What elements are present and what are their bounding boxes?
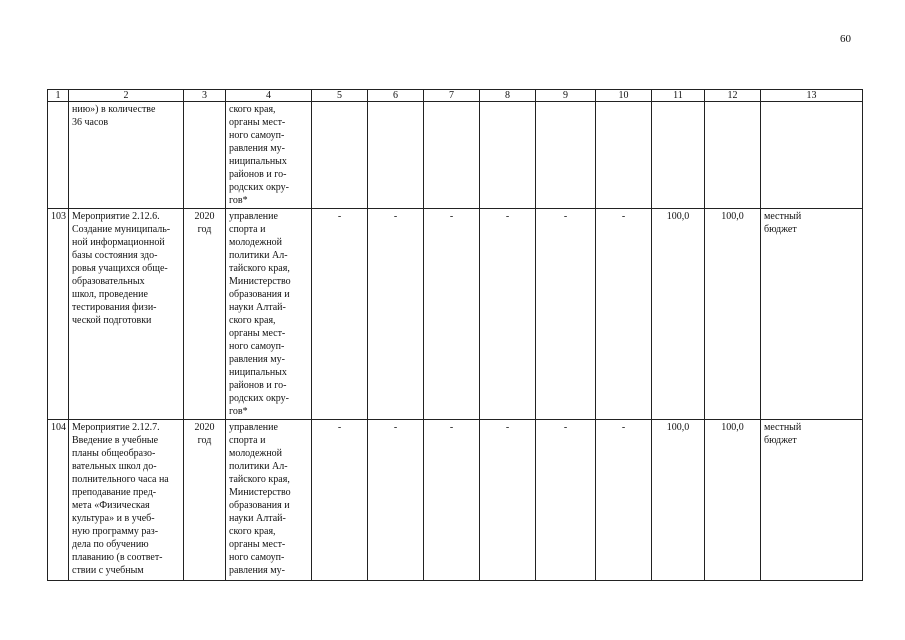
- value-cell: 100,0: [705, 209, 761, 420]
- measure-name-text: Мероприятие 2.12.7. Введение в учебные планы общеобразо- вательных школ до- полнительного часа на преподавание пред- мета «Физическая культура» и в учеб- ную программу раз- дела по обучению плаванию (в соответ- ствии с учебным: [72, 422, 169, 576]
- column-header: 2: [69, 90, 184, 102]
- value-cell: -: [424, 209, 480, 420]
- table-row: [48, 209, 863, 420]
- value-cell: -: [312, 209, 368, 420]
- value-cell: -: [368, 420, 424, 581]
- column-header: 9: [536, 90, 596, 102]
- value-cell: [368, 102, 424, 209]
- funding-source-text: местный бюджет: [764, 422, 802, 446]
- column-number-row: [48, 90, 863, 102]
- table-row: [48, 102, 863, 209]
- column-header: 4: [226, 90, 312, 102]
- value-cell: 100,0: [652, 209, 705, 420]
- funding-source-cell: [761, 102, 863, 209]
- column-header: 13: [761, 90, 863, 102]
- value-cell: -: [596, 209, 652, 420]
- year-text: 2020 год: [194, 211, 215, 235]
- value-cell: -: [536, 209, 596, 420]
- value-cell: -: [480, 420, 536, 581]
- row-number-cell: 104: [48, 420, 69, 581]
- value-cell: -: [536, 420, 596, 581]
- value-cell: 100,0: [652, 420, 705, 581]
- measure-name-text: нию») в количестве 36 часов: [72, 104, 156, 128]
- column-header: 3: [184, 90, 226, 102]
- value-cell: 100,0: [705, 420, 761, 581]
- year-text: 2020 год: [194, 422, 215, 446]
- value-cell: [705, 102, 761, 209]
- year-cell: [184, 209, 226, 420]
- value-cell: -: [596, 420, 652, 581]
- executor-text: управление спорта и молодежной политики Ал- тайского края, Министерство образования и науки Алтай- ского края, органы мест- ного самоуп- равления му- ниципальных районов и го- родских окру- гов*: [229, 211, 291, 417]
- page-number: 60: [840, 33, 851, 45]
- funding-source-cell: [761, 209, 863, 420]
- executor-cell: [226, 420, 312, 581]
- column-header: 12: [705, 90, 761, 102]
- column-header: 7: [424, 90, 480, 102]
- value-cell: -: [312, 420, 368, 581]
- value-cell: [480, 102, 536, 209]
- value-cell: -: [480, 209, 536, 420]
- value-cell: -: [368, 209, 424, 420]
- value-cell: [312, 102, 368, 209]
- value-cell: [424, 102, 480, 209]
- value-cell: [536, 102, 596, 209]
- executor-text: управление спорта и молодежной политики Ал- тайского края, Министерство образования и науки Алтай- ского края, органы мест- ного самоуп- равления му-: [229, 422, 291, 576]
- measure-name-cell: [69, 420, 184, 581]
- executor-text: ского края, органы мест- ного самоуп- равления му- ниципальных районов и го- родских окру- гов*: [229, 104, 290, 206]
- measure-name-cell: [69, 209, 184, 420]
- year-cell: [184, 102, 226, 209]
- measure-name-text: Мероприятие 2.12.6. Создание муниципаль- ной информационной базы состояния здо- ровья учащихся обще- образовательных школ, проведение тестирования физи- ческой подготовки: [72, 211, 171, 326]
- row-number-cell: [48, 102, 69, 209]
- funding-source-cell: [761, 420, 863, 581]
- measure-name-cell: [69, 102, 184, 209]
- program-measures-table: [47, 89, 863, 581]
- column-header: 6: [368, 90, 424, 102]
- column-header: 11: [652, 90, 705, 102]
- value-cell: [596, 102, 652, 209]
- year-cell: [184, 420, 226, 581]
- value-cell: [652, 102, 705, 209]
- column-header: 8: [480, 90, 536, 102]
- column-header: 5: [312, 90, 368, 102]
- row-number-cell: 103: [48, 209, 69, 420]
- table-row: [48, 420, 863, 581]
- funding-source-text: местный бюджет: [764, 211, 802, 235]
- executor-cell: [226, 102, 312, 209]
- executor-cell: [226, 209, 312, 420]
- column-header: 1: [48, 90, 69, 102]
- value-cell: -: [424, 420, 480, 581]
- column-header: 10: [596, 90, 652, 102]
